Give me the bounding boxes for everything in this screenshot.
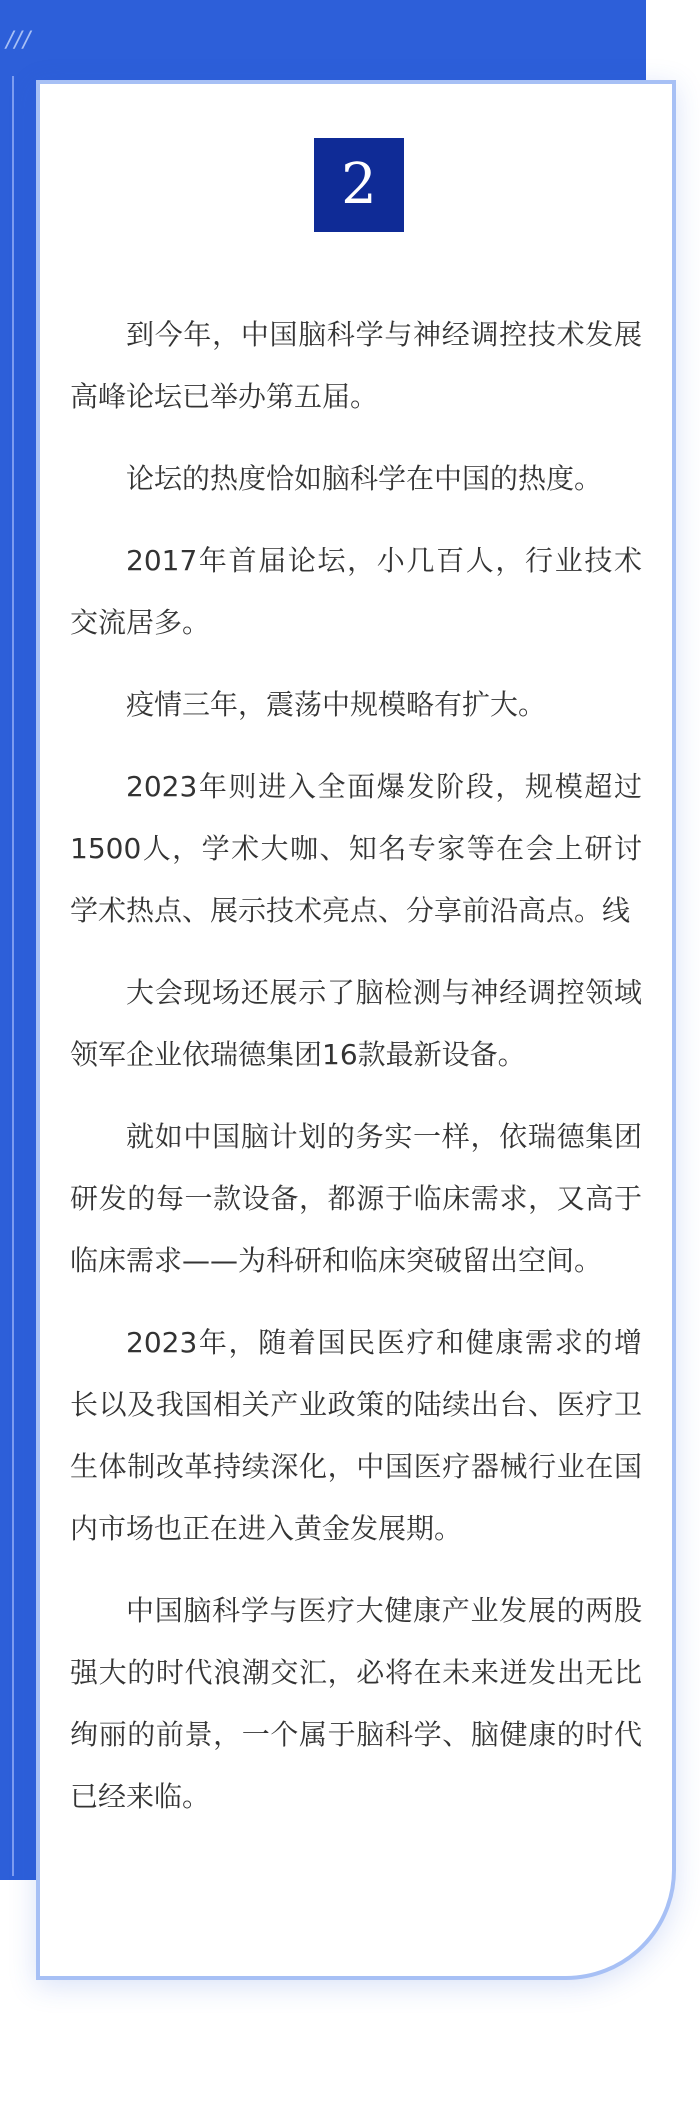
paragraph: 2017年首届论坛，小几百人，行业技术交流居多。 (70, 544, 642, 639)
article-body (70, 304, 642, 1848)
paragraph: 中国脑科学与医疗大健康产业发展的两股强大的时代浪潮交汇，必将在未来迸发出无比绚丽的前景，一个属于脑科学、脑健康的时代已经来临。 (70, 1594, 642, 1813)
paragraph: 2023年则进入全面爆发阶段，规模超过1500人，学术大咖、知名专家等在会上研讨学术热点、展示技术亮点、分享前沿高点。线 (70, 770, 642, 927)
paragraph: 到今年，中国脑科学与神经调控技术发展高峰论坛已举办第五届。 (70, 318, 642, 413)
paragraph: 疫情三年，震荡中规模略有扩大。 (126, 688, 547, 721)
paragraph: 论坛的热度恰如脑科学在中国的热度。 (126, 462, 603, 495)
decorative-vertical-line (12, 76, 14, 1876)
paragraph: 大会现场还展示了脑检测与神经调控领域领军企业依瑞德集团16款最新设备。 (70, 976, 642, 1071)
paragraph: 就如中国脑计划的务实一样，依瑞德集团研发的每一款设备，都源于临床需求，又高于临床需求——为科研和临床突破留出空间。 (70, 1120, 642, 1277)
paragraph: 2023年，随着国民医疗和健康需求的增长以及我国相关产业政策的陆续出台、医疗卫生体制改革持续深化，中国医疗器械行业在国内市场也正在进入黄金发展期。 (70, 1326, 642, 1545)
decorative-slashes: /// (6, 28, 32, 53)
section-number-badge: 2 (314, 138, 404, 232)
article-card (36, 80, 676, 1980)
